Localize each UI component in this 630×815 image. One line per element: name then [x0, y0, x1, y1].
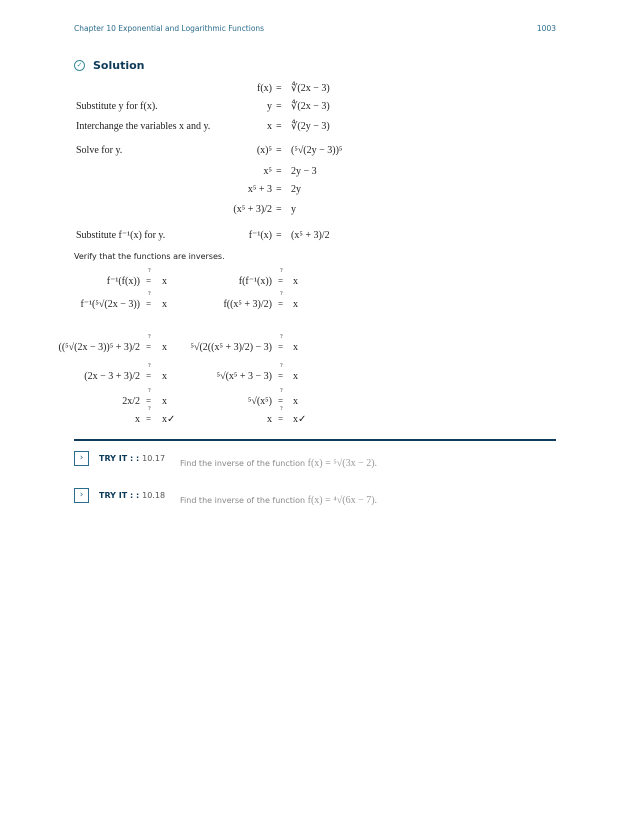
solution-step [0, 164, 630, 182]
question-equals [146, 388, 152, 406]
solution-title: Solution [93, 59, 145, 72]
verify-left-result: x [162, 276, 167, 287]
verify-left-result: x✓ [162, 414, 176, 425]
question-equals [146, 291, 152, 309]
equals-sign: = [278, 414, 284, 424]
question-equals [278, 388, 284, 406]
equals-sign: = [146, 276, 152, 286]
verify-right-expr: f((x⁵ + 3)/2) [223, 299, 272, 310]
equals-sign: = [276, 230, 282, 241]
step-lhs: x [267, 121, 272, 132]
equals-sign: = [146, 414, 152, 424]
solution-step [0, 81, 630, 99]
verify-right-expr: ⁵√(x⁵ + 3 − 3) [216, 371, 272, 382]
step-description: Substitute f⁻¹(x) for y. [76, 230, 166, 241]
verify-right-result: x✓ [293, 414, 307, 425]
try-it-number: 10.18 [142, 491, 166, 500]
equals-sign: = [276, 101, 282, 112]
step-rhs: ∜(2x − 3) [291, 101, 330, 112]
chevron-right-icon[interactable]: › [74, 488, 89, 503]
equals-sign: = [278, 396, 284, 406]
question-equals [146, 334, 152, 352]
equals-sign: = [276, 166, 282, 177]
question-mark: ? [148, 406, 151, 412]
question-mark: ? [148, 388, 151, 394]
step-lhs: f⁻¹(x) [248, 230, 272, 241]
step-description: Solve for y. [76, 145, 123, 156]
step-rhs: ∜(2y − 3) [291, 121, 330, 132]
question-mark: ? [148, 268, 151, 274]
verify-right-result: x [293, 342, 298, 353]
step-lhs: x⁵ + 3 [247, 184, 272, 195]
try-it-number: 10.17 [142, 454, 166, 463]
step-lhs: y [267, 101, 272, 112]
try-it-1018[interactable] [74, 488, 165, 503]
try-it-label: TRY IT : : [99, 491, 140, 500]
step-rhs: (x⁵ + 3)/2 [291, 230, 330, 241]
try-it-question [180, 495, 377, 506]
try-it-label: TRY IT : : [99, 454, 140, 463]
verify-right-expr: ⁵√(2((x⁵ + 3)/2) − 3) [190, 342, 272, 353]
step-rhs: y [291, 204, 296, 215]
equals-sign: = [276, 83, 282, 94]
question-mark: ? [280, 406, 283, 412]
equals-sign: = [146, 299, 152, 309]
step-rhs: (⁵√(2y − 3))⁵ [291, 145, 343, 156]
question-mark: ? [280, 268, 283, 274]
verify-right-result: x [293, 371, 298, 382]
question-text: Find the inverse of the function [180, 496, 306, 505]
try-it-question [180, 458, 377, 469]
question-mark: ? [280, 334, 283, 340]
verify-left-result: x [162, 342, 167, 353]
equals-sign: = [278, 299, 284, 309]
step-rhs: 2y [291, 184, 301, 195]
verify-right-result: x [293, 299, 298, 310]
question-equals [278, 334, 284, 352]
question-text: Find the inverse of the function [180, 459, 306, 468]
question-equals [146, 268, 152, 286]
question-equals [278, 406, 284, 424]
question-math: f(x) = ⁴√(6x − 7). [307, 495, 378, 506]
solution-step [0, 99, 630, 117]
step-rhs: 2y − 3 [291, 166, 317, 177]
verify-right-result: x [293, 276, 298, 287]
equals-sign: = [276, 204, 282, 215]
verify-left-expr: f⁻¹(f(x)) [106, 276, 140, 287]
verify-right-expr: x [267, 414, 272, 425]
verify-right-expr: f(f⁻¹(x)) [238, 276, 272, 287]
page-number: 1003 [536, 24, 556, 33]
verify-left-expr: 2x/2 [122, 396, 140, 407]
chevron-right-icon[interactable]: › [74, 451, 89, 466]
equals-sign: = [278, 342, 284, 352]
verify-right-result: x [293, 396, 298, 407]
step-lhs: (x)⁵ [256, 145, 272, 156]
solution-step [0, 143, 630, 161]
step-lhs: (x⁵ + 3)/2 [233, 204, 272, 215]
solution-step [0, 182, 630, 200]
step-lhs: f(x) [257, 83, 272, 94]
equals-sign: = [146, 396, 152, 406]
question-equals [146, 406, 152, 424]
question-math: f(x) = ⁵√(3x − 2). [307, 458, 378, 469]
step-description: Interchange the variables x and y. [76, 121, 211, 132]
step-description: Substitute y for f(x). [76, 101, 158, 112]
chapter-header: Chapter 10 Exponential and Logarithmic Functions [74, 24, 265, 33]
try-it-1017[interactable] [74, 451, 165, 466]
equals-sign: = [276, 121, 282, 132]
question-mark: ? [280, 388, 283, 394]
verify-left-result: x [162, 371, 167, 382]
equals-sign: = [146, 342, 152, 352]
question-mark: ? [148, 291, 151, 297]
equals-sign: = [276, 184, 282, 195]
question-equals [146, 363, 152, 381]
verify-left-result: x [162, 299, 167, 310]
question-equals [278, 291, 284, 309]
equals-sign: = [278, 276, 284, 286]
verify-text: Verify that the functions are inverses. [74, 252, 225, 261]
step-lhs: x⁵ [263, 166, 272, 177]
verify-left-result: x [162, 396, 167, 407]
solution-step [0, 228, 630, 246]
verify-left-expr: ((⁵√(2x − 3))⁵ + 3)/2 [58, 342, 140, 353]
checkmark-icon: ✓ [74, 60, 85, 71]
step-rhs: ∜(2x − 3) [291, 83, 330, 94]
verify-left-expr: (2x − 3 + 3)/2 [84, 371, 140, 382]
divider [74, 439, 556, 441]
solution-step [0, 119, 630, 137]
question-mark: ? [148, 334, 151, 340]
question-equals [278, 268, 284, 286]
equals-sign: = [276, 145, 282, 156]
question-mark: ? [280, 363, 283, 369]
solution-heading [74, 59, 145, 72]
equals-sign: = [278, 371, 284, 381]
question-equals [278, 363, 284, 381]
solution-step [0, 202, 630, 220]
equals-sign: = [146, 371, 152, 381]
question-mark: ? [280, 291, 283, 297]
question-mark: ? [148, 363, 151, 369]
verify-left-expr: x [135, 414, 140, 425]
verify-right-expr: ⁵√(x⁵) [247, 396, 272, 407]
verify-left-expr: f⁻¹(⁵√(2x − 3)) [80, 299, 140, 310]
